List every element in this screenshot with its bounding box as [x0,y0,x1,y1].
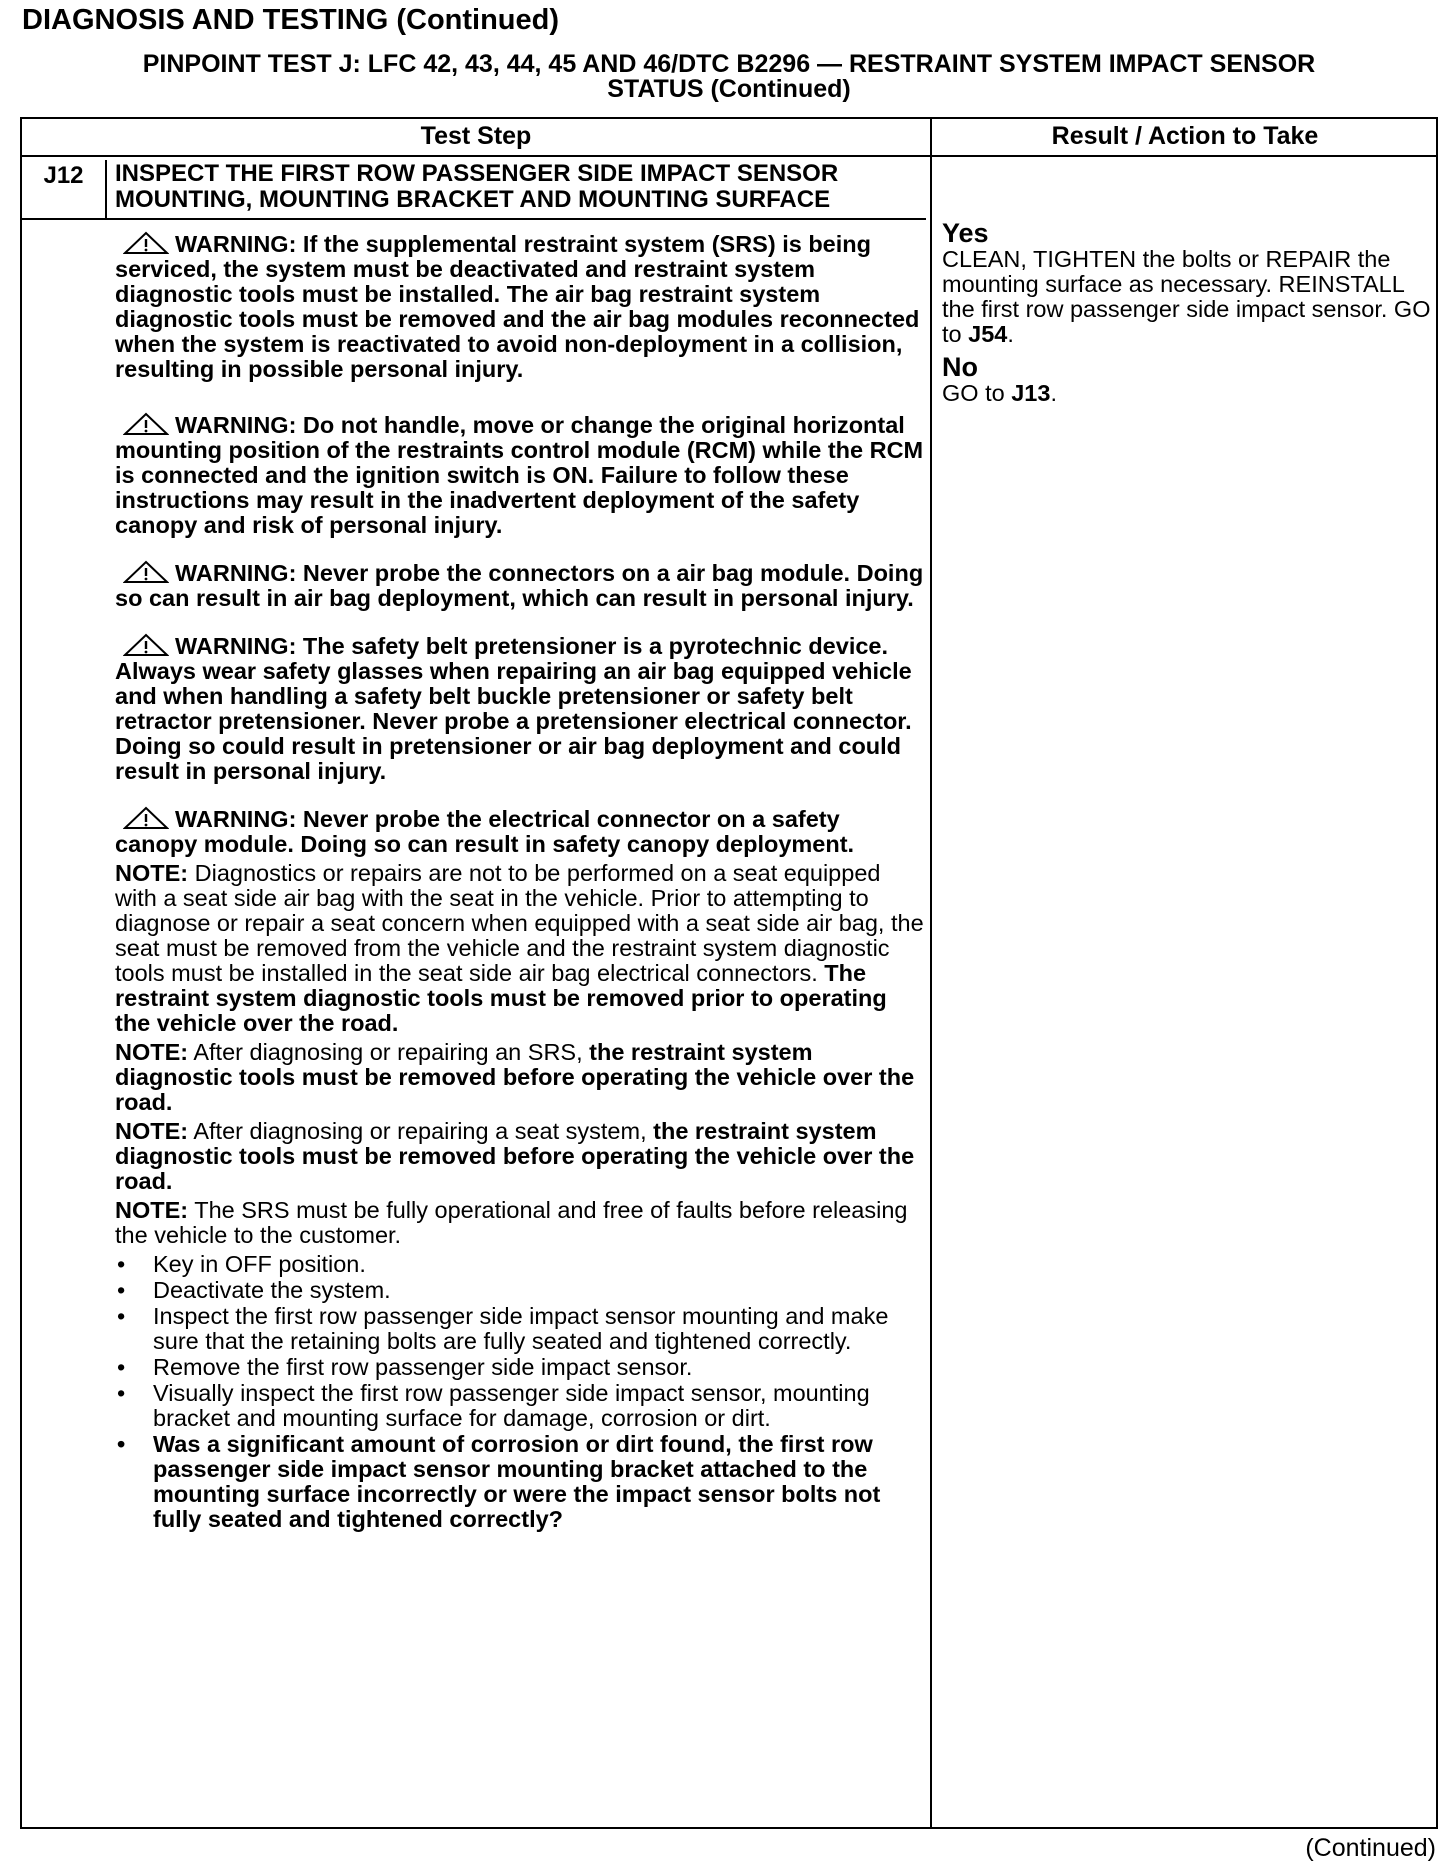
column-header-result: Result / Action to Take [1051,122,1319,150]
test-table [20,117,1438,1829]
procedure-step: • Key in OFF position. [115,1252,925,1277]
warning-text: WARNING: Do not handle, move or change the original horizontal mounting position of the restraints control module (RCM) while the RCM is connected and the ignition switch is ON. Failure to follow these instructions may result in the inadvertent deployment of the safety canopy and risk of personal injury. [115,412,924,538]
note-emphasis: The restraint system diagnostic tools must be removed prior to operating the vehicle over the road. [115,960,887,1036]
page-heading: DIAGNOSIS AND TESTING (Continued) [22,4,560,36]
result-no-end: . [1050,380,1057,406]
step-title: INSPECT THE FIRST ROW PASSENGER SIDE IMPACT SENSOR MOUNTING, MOUNTING BRACKET AND MOUNTING SURFACE [115,160,839,213]
note-label: NOTE: [115,860,189,886]
note-text: The SRS must be fully operational and free of faults before releasing the vehicle to the customer. [115,1197,908,1248]
warning-triangle-icon [123,412,169,436]
procedure-step: • Inspect the first row passenger side impact sensor mounting and make sure that the retaining bolts are fully seated and tightened correctly. [115,1304,925,1354]
warning-text: WARNING: Never probe the connectors on a air bag module. Doing so can result in air bag deployment, which can result in personal injury. [115,560,924,611]
result-no-label: No [942,352,978,382]
test-step-body [115,231,925,1533]
result-yes-label: Yes [942,218,989,248]
result-yes-ref: J54 [968,321,1008,347]
pinpoint-test-title-line1: PINPOINT TEST J: LFC 42, 43, 44, 45 AND 46/DTC B2296 — RESTRAINT SYSTEM IMPACT SENSOR [142,50,1316,78]
note-text: Diagnostics or repairs are not to be performed on a seat equipped with a seat side air bag with the seat in the vehicle. Prior to attempting to diagnose or repair a seat concern when equipped with a seat side air bag, the seat must be removed from the vehicle and the restraint system diagnostic tools must be installed in the seat side air bag electrical connectors. [115,860,924,986]
pinpoint-test-title [22,52,1436,102]
warning-triangle-icon [123,806,169,830]
result-no-text: GO to [942,380,1012,406]
result-yes-end: . [1007,321,1014,347]
note-block [115,1119,925,1194]
warning-triangle-icon [123,560,169,584]
warning-triangle-icon [123,633,169,657]
header-rule [22,155,1436,157]
column-header-test-step: Test Step [420,122,532,150]
procedure-step: • Visually inspect the first row passenger side impact sensor, mounting bracket and mounting surface for damage, corrosion or dirt. [115,1381,925,1431]
result-no-action [942,381,1432,406]
note-text: After diagnosing or repairing an SRS, [188,1039,590,1065]
warning-block [115,633,925,784]
warning-block [115,806,925,857]
warning-block [115,560,925,611]
note-label: NOTE: [115,1039,189,1065]
result-no-ref: J13 [1011,380,1051,406]
note-emphasis: the restraint system diagnostic tools must be removed before operating the vehicle over the road. [115,1039,915,1115]
warning-text: WARNING: If the supplemental restraint system (SRS) is being serviced, the system must be deactivated and restraint system diagnostic tools must be installed. The air bag restraint system diagnostic tools must be removed and the air bag modules reconnected when the system is reactivated to avoid non-deployment in a collision, resulting in possible personal injury. [115,231,920,382]
step-title-rule [22,218,926,220]
result-yes-text: CLEAN, TIGHTEN the bolts or REPAIR the mounting surface as necessary. REINSTALL the first row passenger side impact sensor. GO to [942,246,1431,347]
column-divider [930,119,932,1827]
warning-block [115,412,925,538]
pinpoint-test-title-line2: STATUS (Continued) [607,75,851,103]
warning-text: WARNING: Never probe the electrical connector on a safety canopy module. Doing so can result in safety canopy deployment. [115,806,855,857]
note-block [115,1040,925,1115]
step-id: J12 [22,160,107,220]
procedure-question: • Was a significant amount of corrosion or dirt found, the first row passenger side impact sensor mounting bracket attached to the mounting surface incorrectly or were the impact sensor bolts not fully seated and tightened correctly? [115,1432,925,1532]
note-text: After diagnosing or repairing a seat system, [188,1118,654,1144]
result-column [942,219,1432,412]
warning-text: WARNING: The safety belt pretensioner is a pyrotechnic device. Always wear safety glasses when repairing an air bag equipped vehicle and when handling a safety belt buckle pretensioner or safety belt retractor pretensioner. Never probe a pretensioner electrical connector. Doing so could result in pretensioner or air bag deployment and could result in personal injury. [115,633,912,784]
continued-footer: (Continued) [1305,1834,1436,1862]
procedure-step: • Deactivate the system. [115,1278,925,1303]
warning-block [115,231,925,382]
note-label: NOTE: [115,1197,189,1223]
note-emphasis: the restraint system diagnostic tools must be removed before operating the vehicle over the road. [115,1118,915,1194]
note-label: NOTE: [115,1118,189,1144]
note-block [115,1198,925,1248]
warning-triangle-icon [123,231,169,255]
procedure-steps [115,1252,925,1532]
note-block [115,861,925,1036]
result-yes-action [942,247,1432,347]
procedure-step: • Remove the first row passenger side impact sensor. [115,1355,925,1380]
